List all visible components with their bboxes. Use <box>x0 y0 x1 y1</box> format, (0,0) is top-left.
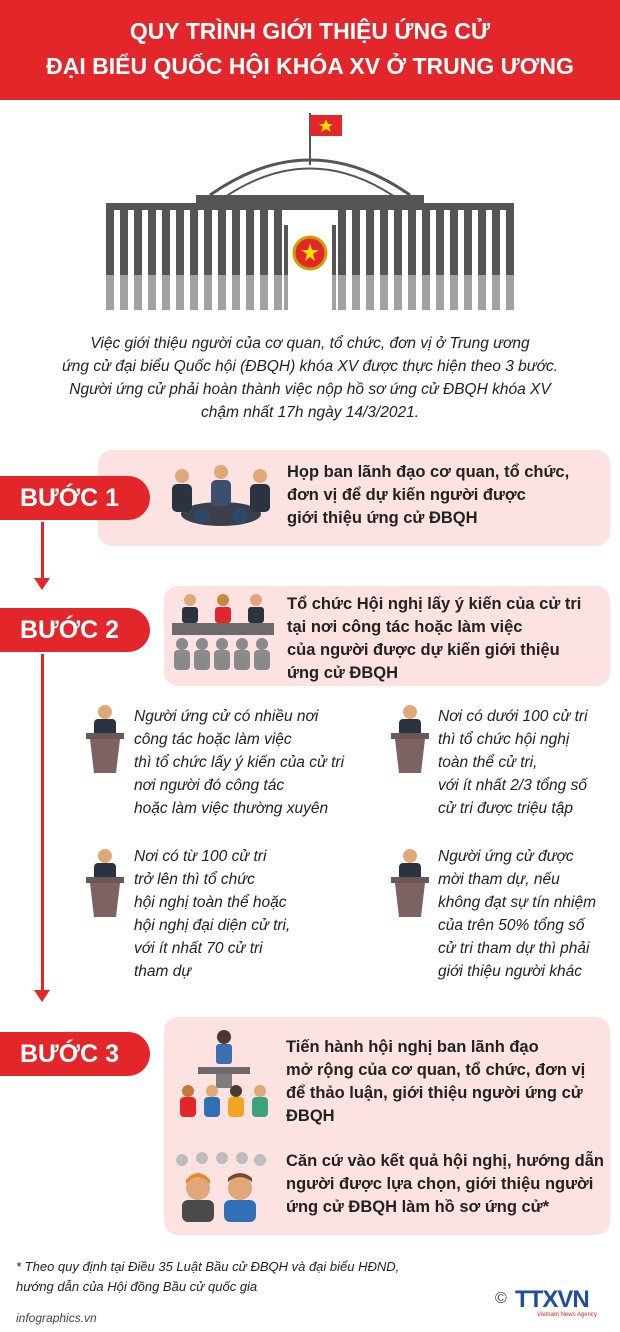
step1-line: giới thiệu ứng cử ĐBQH <box>287 509 478 527</box>
connector-line-2 <box>41 654 44 990</box>
sub1-line: hoặc làm việc thường xuyên <box>134 800 329 817</box>
sub4-line: của trên 50% tổng số <box>438 917 585 934</box>
step3b-line: người được lựa chọn, giới thiệu người <box>286 1175 594 1193</box>
sub1-line: công tác hoặc làm việc <box>134 731 292 748</box>
intro-line: ứng cử đại biểu Quốc hội (ĐBQH) khóa XV được thực hiện theo 3 bước. <box>61 358 559 375</box>
sub2-line: với ít nhất 2/3 tổng số <box>438 777 587 794</box>
step3-label: BƯỚC 3 <box>0 1032 150 1076</box>
arrowhead-1 <box>34 578 50 590</box>
step2-line: tại nơi công tác hoặc làm việc <box>287 618 523 636</box>
connector-line-1 <box>41 522 44 580</box>
step1-text <box>287 461 569 530</box>
step3a-line: ĐBQH <box>286 1107 335 1125</box>
step2-sub4-text <box>438 845 596 983</box>
step2-text <box>287 593 581 685</box>
sub2-line: Nơi có dưới 100 cử tri <box>438 708 588 725</box>
step2-label: BƯỚC 2 <box>0 608 150 652</box>
sub2-line: thì tổ chức hội nghị <box>438 731 570 748</box>
intro-line: Việc giới thiệu người của cơ quan, tổ chức, đơn vị ở Trung ương <box>90 335 530 352</box>
meeting-icon <box>162 462 280 534</box>
sub3-line: hội nghị toàn thể hoặc <box>134 894 287 911</box>
step1-label: BƯỚC 1 <box>0 476 150 520</box>
step2-line: Tổ chức Hội nghị lấy ý kiến của cử tri <box>287 595 582 613</box>
sub2-line: cử tri được triệu tập <box>438 800 573 817</box>
sub4-line: giới thiệu người khác <box>438 963 583 980</box>
step3a-line: Tiến hành hội nghị ban lãnh đạo <box>286 1038 539 1056</box>
sub3-line: trở lên thì tổ chức <box>134 871 255 888</box>
conference-icon <box>170 590 276 674</box>
sub4-line: cử tri tham dự thì phải <box>438 940 590 957</box>
sub3-line: Nơi có từ 100 cử tri <box>134 848 267 865</box>
step2-sub3-text <box>134 845 290 983</box>
step2-sub1-text <box>134 705 344 820</box>
podium-icon <box>84 703 126 775</box>
ttxvn-logo <box>495 1286 610 1322</box>
copyright-symbol: © <box>495 1290 507 1307</box>
step2-sub2-text <box>438 705 588 820</box>
sub1-line: nơi người đó công tác <box>134 777 285 794</box>
step3b-line: Căn cứ vào kết quả hội nghị, hướng dẫn <box>286 1152 604 1170</box>
podium-icon <box>389 703 431 775</box>
step1-line: Họp ban lãnh đạo cơ quan, tổ chức, <box>287 463 570 481</box>
podium-icon <box>389 847 431 919</box>
step1-line: đơn vị để dự kiến người được <box>287 486 526 504</box>
title-line1: QUY TRÌNH GIỚI THIỆU ỨNG CỬ <box>129 18 491 44</box>
logo-subtext: Vietnam News Agency <box>537 1312 597 1318</box>
footnote <box>16 1257 399 1297</box>
intro-line: chậm nhất 17h ngày 14/3/2021. <box>200 404 420 421</box>
sub4-line: không đạt sự tín nhiệm <box>438 894 597 911</box>
speaker-audience-icon <box>176 1027 272 1119</box>
step3-text-a <box>286 1036 585 1128</box>
step3a-line: để thảo luận, giới thiệu người ứng cử <box>286 1084 583 1102</box>
intro-paragraph <box>40 332 580 424</box>
footnote-line: hướng dẫn của Hội đồng Bầu cử quốc gia <box>16 1279 258 1294</box>
arrowhead-2 <box>34 990 50 1002</box>
step3b-line: ứng cử ĐBQH làm hồ sơ ứng cử* <box>286 1198 550 1216</box>
sub4-line: Người ứng cử được <box>438 848 574 865</box>
sub1-line: thì tổ chức lấy ý kiến của cử tri <box>134 754 345 771</box>
national-assembly-building-illustration <box>0 105 620 320</box>
site-credit: infographics.vn <box>16 1311 97 1325</box>
logo-text: TTXVN <box>515 1286 589 1313</box>
header-banner <box>0 0 620 100</box>
step3a-line: mở rộng của cơ quan, tổ chức, đơn vị <box>286 1061 586 1079</box>
sub4-line: mời tham dự, nếu <box>438 871 560 888</box>
step2-line: ứng cử ĐBQH <box>287 664 398 682</box>
footnote-line: * Theo quy định tại Điều 35 Luật Bầu cử ĐBQH và đại biểu HĐND, <box>16 1259 400 1274</box>
step2-line: của người được dự kiến giới thiệu <box>287 641 560 659</box>
sub3-line: tham dự <box>134 963 192 980</box>
candidates-icon <box>168 1150 272 1222</box>
podium-icon <box>84 847 126 919</box>
step3-text-b <box>286 1150 604 1219</box>
title-line2: ĐẠI BIỂU QUỐC HỘI KHÓA XV Ở TRUNG ƯƠNG <box>46 53 574 79</box>
sub1-line: Người ứng cử có nhiều nơi <box>134 708 319 725</box>
intro-line: Người ứng cử phải hoàn thành việc nộp hồ sơ ứng cử ĐBQH khóa XV <box>69 381 551 398</box>
sub3-line: với ít nhất 70 cử tri <box>134 940 263 957</box>
sub3-line: hội nghị đại diện cử tri, <box>134 917 291 934</box>
sub2-line: toàn thể cử tri, <box>438 754 538 771</box>
